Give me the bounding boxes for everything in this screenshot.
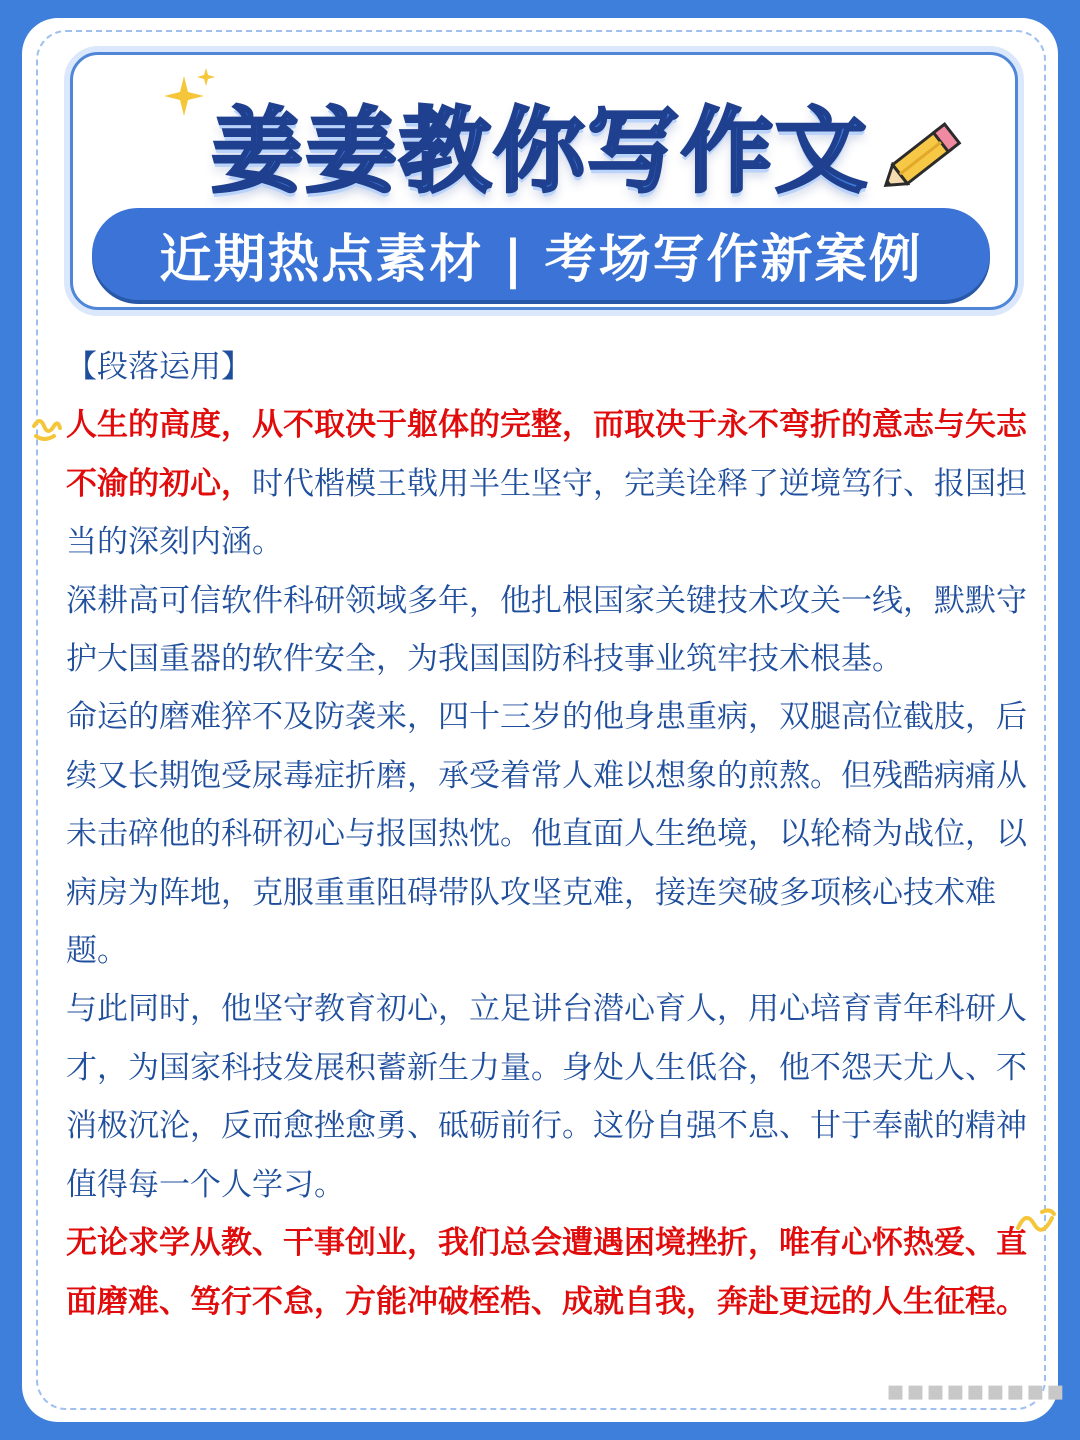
page-title: 姜姜教你写作文 — [210, 98, 869, 205]
paragraph-1 — [66, 396, 1030, 571]
paragraph-3: 命运的磨难猝不及防袭来，四十三岁的他身患重病，双腿高位截肢，后续又长期饱受尿毒症折磨，承受着常人难以想象的煎熬。但残酷病痛从未击碎他的科研初心与报国热忱。他直面人生绝境，以轮椅为战位，以病房为阵地，克服重重阻碍带队攻坚克难，接连突破多项核心技术难题。 — [66, 699, 1027, 970]
paragraph-4: 与此同时，他坚守教育初心，立足讲台潜心育人，用心培育青年科研人才，为国家科技发展积蓄新生力量。身处人生低谷，他不怨天尤人、不消极沉沦，反而愈挫愈勇、砥砺前行。这份自强不息、甘于奉献的精神值得每一个人学习。 — [66, 991, 1027, 1203]
highlight-sentence: 人生的高度，从不取决于躯体的完整，而取决于永不弯折的意志与矢志不渝的初心， — [66, 407, 1027, 502]
more-dots-icon: ▪▪▪▪▪▪▪▪▪ — [886, 1374, 1066, 1407]
subtitle-banner: 近期热点素材 | 考场写作新案例 — [92, 208, 990, 300]
body-text: 时代楷模王戟用半生坚守，完美诠释了逆境笃行、报国担当的深刻内涵。 — [66, 465, 1027, 561]
squiggle-icon — [30, 412, 64, 446]
paragraph-5: 无论求学从教、干事创业，我们总会遭遇困境挫折，唯有心怀热爱、直面磨难、笃行不怠，方能冲破桎梏、成就自我，奔赴更远的人生征程。 — [66, 1225, 1027, 1320]
pencil-icon — [872, 112, 972, 202]
paragraph-2: 深耕高可信软件科研领域多年，他扎根国家关键技术攻关一线，默默守护大国重器的软件安全，为我国国防科技事业筑牢技术根基。 — [66, 582, 1027, 678]
section-label: 【段落运用】 — [66, 349, 252, 385]
article-body — [66, 338, 1030, 1331]
